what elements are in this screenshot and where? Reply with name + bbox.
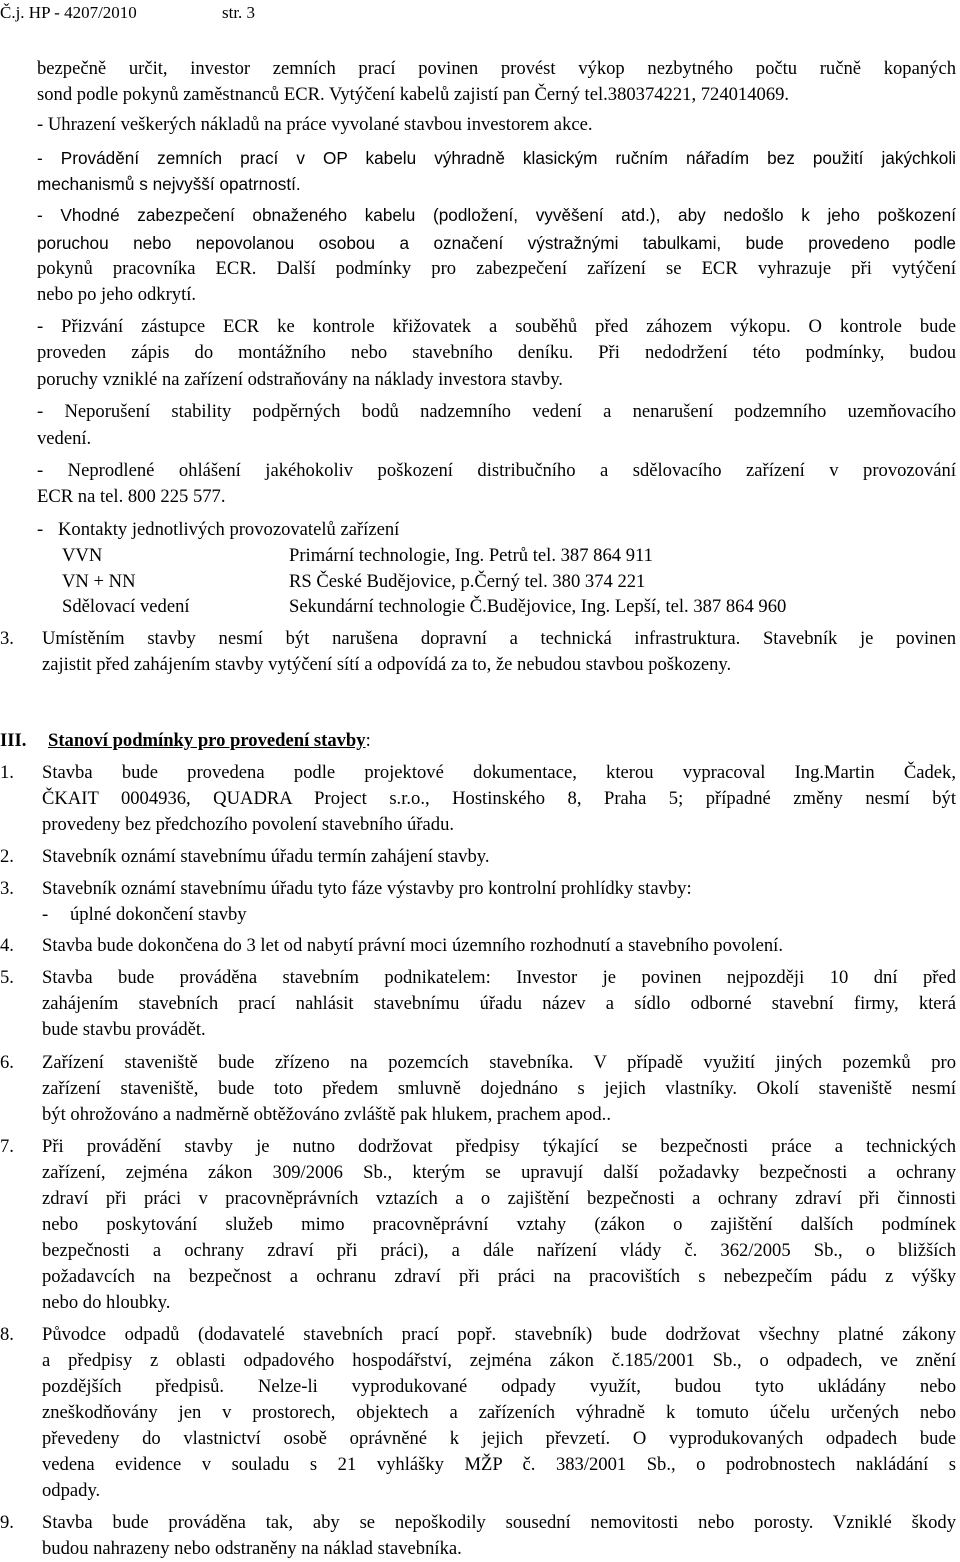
paragraph-line: proveden zápis do montážního nebo stavebního deníku. Při nedodržení této podmínky, budou	[37, 342, 956, 363]
item-number: 7.	[0, 1136, 14, 1157]
bullet-line: - Přizvání zástupce ECR ke kontrole křižovatek a souběhů před záhozem výkopu. O kontrole bude	[37, 316, 956, 337]
item-line: Stavba bude prováděna tak, aby se nepoškodily sousední nemovitosti nebo porosty. Vzniklé škody	[42, 1512, 956, 1533]
item-number: 9.	[0, 1512, 14, 1533]
bullet-line: - Uhrazení veškerých nákladů na práce vyvolané stavbou investorem akce.	[37, 114, 593, 135]
item-line: Stavba bude dokončena do 3 let od nabytí právní moci územního rozhodnutí a stavebního povolení.	[42, 935, 783, 956]
item-line: Stavba bude provedena podle projektové dokumentace, kterou vypracoval Ing.Martin Čadek,	[42, 762, 956, 783]
item-line: zahájením stavebních prací nahlásit stavebnímu úřadu název a sídlo odborné stavební firmy, která	[42, 993, 956, 1014]
contact-type: VVN	[62, 545, 103, 566]
document-reference: Č.j. HP - 4207/2010	[0, 3, 137, 22]
item-line: Při provádění stavby je nutno dodržovat předpisy týkající se bezpečnosti práce a technických	[42, 1136, 956, 1157]
item-line: zneškodňovány jen v prostorech, objektech a zařízeních výhradně k tomuto účelu určených nebo	[42, 1402, 956, 1423]
bullet-line: - Provádění zemních prací v OP kabelu výhradně klasickým ručním nářadím bez použití jakýchkoli	[37, 148, 956, 168]
contact-type: VN + NN	[62, 571, 136, 592]
bullet-line: - Neprodlené ohlášení jakéhokoliv poškození distribučního a sdělovacího zařízení v provozování	[37, 460, 956, 481]
paragraph-line: mechanismů s nejvyšší opatrností.	[37, 174, 301, 194]
item-line: Původce odpadů (dodavatelé stavebních prací popř. stavebník) bude dodržovat všechny platné zákony	[42, 1324, 956, 1345]
item-line: převedeny do vlastnictví osobě oprávněné k jejich převzetí. O vyprodukovaných odpadech bude	[42, 1428, 956, 1449]
item-line: Umístěním stavby nesmí být narušena dopravní a technická infrastruktura. Stavebník je povinen	[42, 628, 956, 649]
section-title: Stanoví podmínky pro provedení stavby	[48, 730, 366, 751]
contact-info: Sekundární technologie Č.Budějovice, Ing. Lepší, tel. 387 864 960	[289, 596, 787, 617]
item-line: nebo poskytování služeb mimo pracovněprávní vztahy (zákon o zajištění dalších podmínek	[42, 1214, 956, 1235]
bullet-dash: -	[37, 519, 44, 540]
section-heading	[48, 729, 371, 753]
item-line: být ohrožováno a nadměrně obtěžováno zvláště pak hlukem, prachem apod..	[42, 1104, 611, 1125]
paragraph-line: poruchy vzniklé na zařízení odstraňovány na náklady investora stavby.	[37, 369, 563, 390]
sub-item-dash: -	[42, 904, 49, 925]
item-line: a předpisy z oblasti odpadového hospodářství, zejména zákon č.185/2001 Sb., o odpadech, ve znění	[42, 1350, 956, 1371]
contact-type: Sdělovací vedení	[62, 596, 190, 617]
item-line: Zařízení staveniště bude zřízeno na pozemcích stavebníka. V případě využití jiných pozemků pro	[42, 1052, 956, 1073]
page-number: str. 3	[222, 3, 256, 22]
paragraph-line: bezpečně určit, investor zemních prací povinen provést výkop nezbytného počtu ručně kopaných	[37, 58, 956, 79]
item-line: zařízení staveniště, bude toto předem smluvně dojednáno s jejich vlastníky. Okolí staveniště nesmí	[42, 1078, 956, 1099]
contacts-label: Kontakty jednotlivých provozovatelů zařízení	[58, 519, 400, 540]
contact-info: Primární technologie, Ing. Petrů tel. 387 864 911	[289, 545, 653, 566]
item-line: ČKAIT 0004936, QUADRA Project s.r.o., Hostinského 8, Praha 5; případné změny nesmí být	[42, 788, 956, 809]
item-number: 3.	[0, 628, 14, 649]
paragraph-line: pokynů pracovníka ECR. Další podmínky pro zabezpečení zařízení se ECR vyhrazuje při vytýčení	[37, 258, 956, 279]
paragraph-line: poruchou nebo nepovolanou osobou a označení výstražnými tabulkami, bude provedeno podle	[37, 233, 956, 253]
item-line: budou nahrazeny nebo odstraněny na náklad stavebníka.	[42, 1538, 462, 1559]
item-line: bezpečnosti a ochrany zdraví při práci), a dále nařízení vlády č. 362/2005 Sb., o bližších	[42, 1240, 956, 1261]
item-line: nebo do hloubky.	[42, 1292, 171, 1313]
item-line: zdraví při práci v pracovněprávních vztazích a o zajištění bezpečnosti a ochrany zdraví při činnosti	[42, 1188, 956, 1209]
item-line: Stavebník oznámí stavebnímu úřadu termín zahájení stavby.	[42, 846, 490, 867]
item-line: Stavba bude prováděna stavebním podnikatelem: Investor je povinen nejpozději 10 dní před	[42, 967, 956, 988]
item-line: požadavcích na bezpečnost a ochranu zdraví při práci na pracovištích s nebezpečím pádu z výšky	[42, 1266, 956, 1287]
bullet-line: - Neporušení stability podpěrných bodů nadzemního vedení a nenarušení podzemního uzemňovacího	[37, 401, 956, 422]
item-line: vedena evidence v souladu s 21 vyhlášky MŽP č. 383/2001 Sb., o podrobnostech nakládání s	[42, 1454, 956, 1475]
paragraph-line: ECR na tel. 800 225 577.	[37, 486, 226, 507]
item-number: 8.	[0, 1324, 14, 1345]
item-number: 6.	[0, 1052, 14, 1073]
item-line: zařízení, zejména zákon 309/2006 Sb., kterým se upravují další požadavky bezpečnosti a ochrany	[42, 1162, 956, 1183]
contact-info: RS České Budějovice, p.Černý tel. 380 374 221	[289, 571, 646, 592]
section-colon: :	[365, 730, 371, 751]
item-number: 5.	[0, 967, 14, 988]
item-number: 1.	[0, 762, 14, 783]
item-line: Stavebník oznámí stavebnímu úřadu tyto fáze výstavby pro kontrolní prohlídky stavby:	[42, 878, 692, 899]
item-line: bude stavbu provádět.	[42, 1019, 206, 1040]
paragraph-line: vedení.	[37, 428, 92, 449]
item-line: zajistit před zahájením stavby vytýčení sítí a odpovídá za to, že nebudou stavbou poškozeny.	[42, 654, 732, 675]
item-line: odpady.	[42, 1480, 101, 1501]
paragraph-line: sond podle pokynů zaměstnanců ECR. Vytýčení kabelů zajistí pan Černý tel.380374221, 724014069.	[37, 84, 790, 105]
item-number: 4.	[0, 935, 14, 956]
item-line: provedeny bez předchozího povolení stavebního úřadu.	[42, 814, 455, 835]
item-number: 2.	[0, 846, 14, 867]
bullet-line: - Vhodné zabezpečení obnaženého kabelu (podložení, vyvěšení atd.), aby nedošlo k jeho poškození	[37, 205, 956, 225]
item-number: 3.	[0, 878, 14, 899]
section-number: III.	[0, 730, 27, 751]
item-line: pozdějších předpisů. Nelze-li vyprodukované odpady využít, budou tyto ukládány nebo	[42, 1376, 956, 1397]
sub-item: úplné dokončení stavby	[70, 904, 247, 925]
paragraph-line: nebo po jeho odkrytí.	[37, 284, 197, 305]
